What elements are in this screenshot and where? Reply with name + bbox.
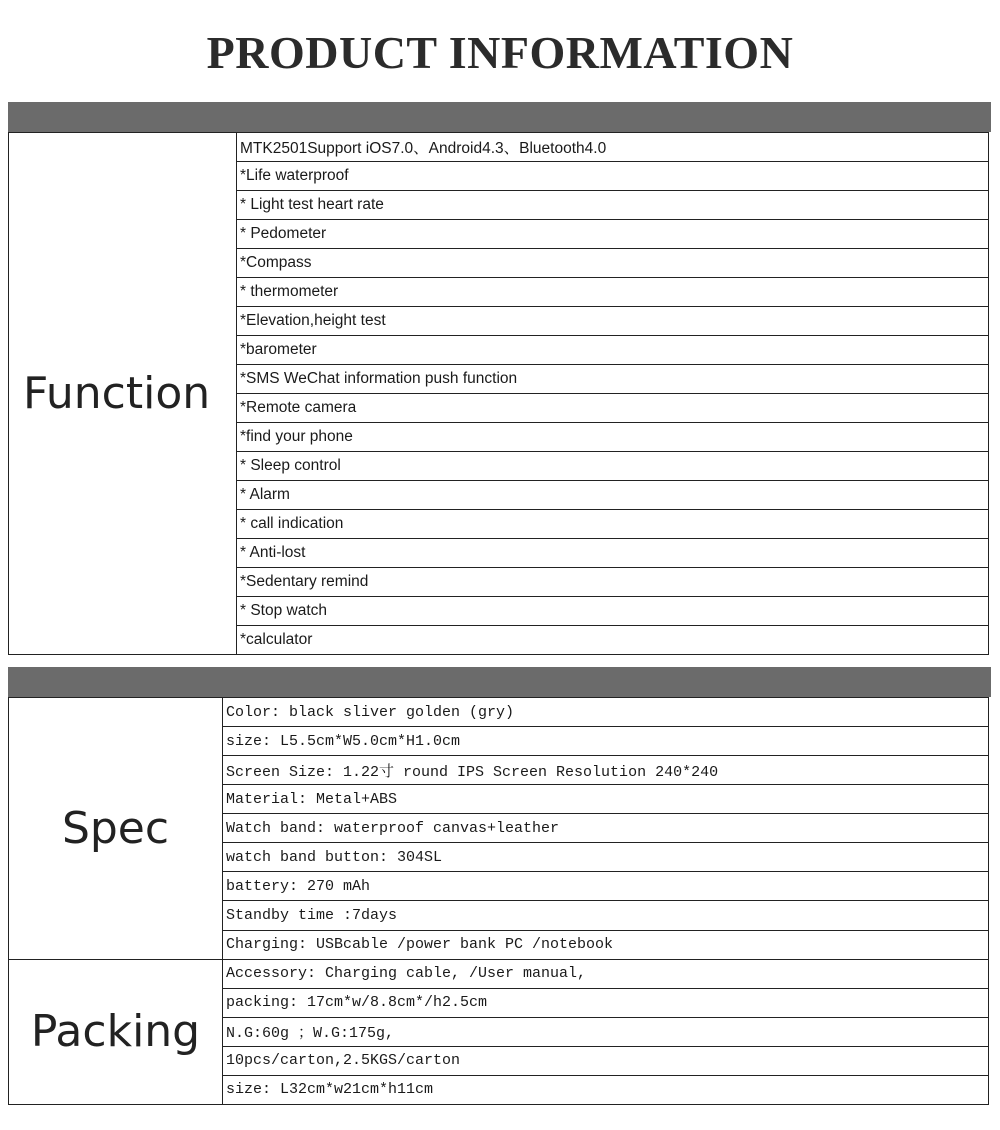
- function-value: *Life waterproof: [237, 162, 989, 191]
- packing-value: Accessory: Charging cable, /User manual,: [223, 959, 989, 988]
- function-value: * Stop watch: [237, 597, 989, 626]
- function-value: *Remote camera: [237, 394, 989, 423]
- spec-value: Charging: USBcable /power bank PC /notebook: [223, 930, 989, 959]
- spec-value: Standby time :7days: [223, 901, 989, 930]
- function-value: *calculator: [237, 626, 989, 655]
- function-table: [8, 132, 989, 655]
- function-value: * Light test heart rate: [237, 191, 989, 220]
- spec-value: Material: Metal+ABS: [223, 785, 989, 814]
- spec-value: size: L5.5cm*W5.0cm*H1.0cm: [223, 727, 989, 756]
- spec-row: [9, 698, 989, 727]
- packing-value: size: L32cm*w21cm*h11cm: [223, 1075, 989, 1104]
- function-row: [9, 133, 989, 162]
- function-value: MTK2501Support iOS7.0、Android4.3、Bluetooth4.0: [237, 133, 989, 162]
- function-label: Function: [9, 133, 237, 655]
- spec-packing-table: [8, 697, 989, 1105]
- function-value: * thermometer: [237, 278, 989, 307]
- spec-value: watch band button: 304SL: [223, 843, 989, 872]
- spec-value: battery: 270 mAh: [223, 872, 989, 901]
- spec-value: Watch band: waterproof canvas+leather: [223, 814, 989, 843]
- function-value: *find your phone: [237, 423, 989, 452]
- packing-value: packing: 17cm*w/8.8cm*/h2.5cm: [223, 988, 989, 1017]
- function-value: *Elevation,height test: [237, 307, 989, 336]
- packing-value: N.G:60g ；W.G:175g,: [223, 1017, 989, 1046]
- function-value: *Sedentary remind: [237, 568, 989, 597]
- page-title: PRODUCT INFORMATION: [206, 27, 794, 78]
- function-value: * Anti-lost: [237, 539, 989, 568]
- spec-value: Color: black sliver golden (gry): [223, 698, 989, 727]
- packing-row: [9, 959, 989, 988]
- function-value: *Compass: [237, 249, 989, 278]
- function-value: * call indication: [237, 510, 989, 539]
- function-value: * Alarm: [237, 481, 989, 510]
- packing-label: Packing: [9, 959, 223, 1104]
- function-header-bar: [8, 102, 991, 132]
- packing-value: 10pcs/carton,2.5KGS/carton: [223, 1046, 989, 1075]
- spec-header-bar: [8, 667, 991, 697]
- spec-label: Spec: [9, 698, 223, 960]
- function-value: * Sleep control: [237, 452, 989, 481]
- function-value: *SMS WeChat information push function: [237, 365, 989, 394]
- function-value: *barometer: [237, 336, 989, 365]
- spec-value: Screen Size: 1.22寸 round IPS Screen Resolution 240*240: [223, 756, 989, 785]
- function-value: * Pedometer: [237, 220, 989, 249]
